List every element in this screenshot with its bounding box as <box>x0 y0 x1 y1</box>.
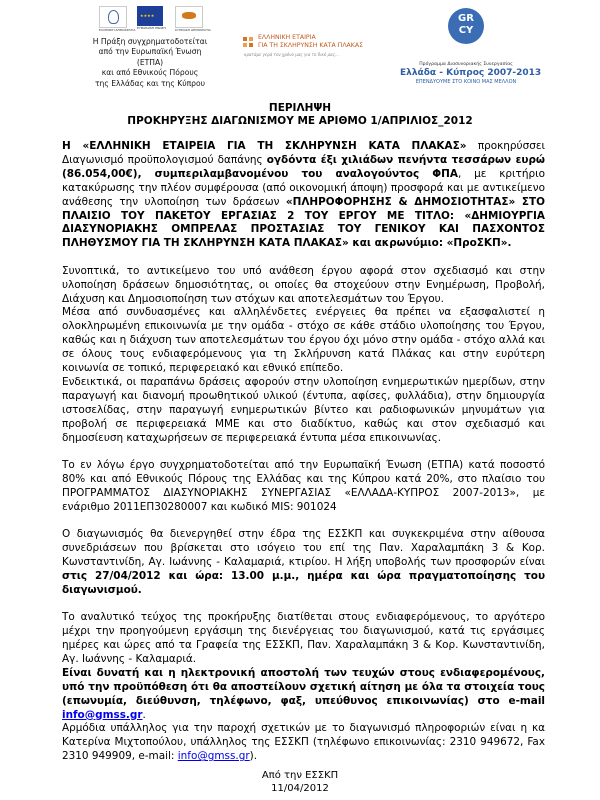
budget-amount: ογδόντα έξι χιλιάδων πενήντα τεσσάρων ευρώ (86.054,00€), συμπεριλαμβανομένου του αναλογούντος ΦΠΑ <box>62 153 545 180</box>
flag-caption: ΕΥΡΩΠΑΪΚΗ ΕΝΩΣΗ <box>137 26 166 30</box>
project-title: «ΠΛΗΡΟΦΟΡΗΣΗΣ & ΔΗΜΟΣΙΟΤΗΤΑΣ» ΣΤΟ ΠΛΑΙΣΙΟ ΤΟΥ ΠΑΚΕΤΟΥ ΕΡΓΑΣΙΑΣ 2 ΤΟΥ ΕΡΓΟΥ ΜΕ ΤΙΤΛΟ: «ΔΗΜΙΟΥΡΓΙΑ ΔΙΑΣΥΝΟΡΙΑΚΗΣ ΟΜΠΡΕΛΑΣ ΠΡΟΣΤΑΣΙΑΣ ΤΟΥ ΓΕΝΙΚΟΥ ΚΑΙ ΠΑΣΧΟΝΤΟΣ ΠΛΗΘΥΣΜΟΥ ΓΙΑ ΤΗ ΣΚΛΗΡΥΝΣΗ ΚΑΤΑ ΠΛΑΚΑΣ» και ακρωνύμιο: «ΠροΣΚΠ». <box>62 195 546 250</box>
email-link[interactable]: info@gmss.gr <box>177 750 250 763</box>
society-name-line: ΕΛΛΗΝΙΚΗ ΕΤΑΙΡΙΑ <box>258 34 316 41</box>
flag-row <box>90 6 210 32</box>
document-body <box>62 140 545 778</box>
society-name-bold: Η «ΕΛΛΗΝΙΚΗ ΕΤΑΙΡΕΙΑ ΓΙΑ ΤΗ ΣΚΛΗΡΥΝΣΗ ΚΑΤΑ ΠΛΑΚΑΣ» <box>62 140 467 152</box>
hellenic-ms-society-logo <box>242 32 367 66</box>
program-name: Ελλάδα - Κύπρος 2007-2013 <box>400 68 542 78</box>
flag-caption: ΕΛΛΗΝΙΚΗ ΔΗΜΟΚΡΑΤΙΑ <box>99 28 136 32</box>
signature-line: Από την ΕΣΣΚΠ <box>261 770 339 781</box>
paragraph-venue <box>62 528 545 598</box>
cofunding-line: της Ελλάδας και της Κύπρου <box>94 78 206 88</box>
paragraph-announcement <box>62 140 545 251</box>
document-signature <box>0 770 600 795</box>
text-span: Ο διαγωνισμός θα διενεργηθεί στην έδρα της ΕΣΣΚΠ και συγκεκριμένα στην αίθουσα συνεδριάσεων που βρίσκεται στο ισόγειο του επί της Παν. Χαραλαμπάκη 3 & Κορ. Κωνσταντινίδη, Αγ. Ιωάννης - Καλαμαριά, κτιρίου. Η λήξη υποβολής των προσφορών είναι <box>62 528 545 568</box>
program-logo <box>400 8 542 108</box>
cofunding-line: Η Πράξη συγχρηματοδοτείται <box>92 37 208 46</box>
program-mark-top: GR <box>458 13 474 24</box>
deadline: στις 27/04/2012 και ώρα: 13.00 μ.μ., ημέρα και ώρα πραγματοποίησης του διαγωνισμού. <box>62 569 545 596</box>
paragraph-electronic <box>62 667 545 723</box>
cofunding-line: και από Εθνικούς Πόρους <box>101 68 199 78</box>
program-subtitle: Πρόγραμμα Διασυνοριακής Συνεργασίας <box>419 62 513 67</box>
document-header <box>0 0 600 112</box>
program-slogan: ΕΠΕΝΔΥΟΥΜΕ ΣΤΟ ΚΟΙΝΟ ΜΑΣ ΜΕΛΛΟΝ <box>415 79 517 85</box>
email-link[interactable]: info@gmss.gr <box>62 708 143 721</box>
text-span: ). <box>249 750 258 763</box>
electronic-request-text: Είναι δυνατή και η ηλεκτρονική αποστολή των τευχών στους ενδιαφερομένους, υπό την προϋπόθεση ότι θα αποστείλουν σχετική αίτηση με όλα τα στοιχεία τους (επωνυμία, διεύθυνση, τηλέφωνο, φαξ, υπεύθυνος επικοινωνίας) στο e-mail <box>62 666 545 707</box>
cofunding-logo-group <box>90 6 210 89</box>
signature-date: 11/04/2012 <box>271 782 329 794</box>
paragraph-funding: Το εν λόγω έργο συγχρηματοδοτείται από την Ευρωπαϊκή Ένωση (ΕΤΠΑ) κατά ποσοστό 80% και από Εθνικούς Πόρους της Ελλάδας και της Κύπρου κατά 20%, στο πλαίσιο του ΠΡΟΓΡΑΜΜΑΤΟΣ ΔΙΑΣΥΝΟΡΙΑΚΗΣ ΣΥΝΕΡΓΑΣΙΑΣ «ΕΛΛΑΔΑ-ΚΥΠΡΟΣ 2007-2013», με ενάριθμο 2011ΕΠ30280007 και κωδικό MIS: 901024 <box>62 459 545 513</box>
greek-emblem-icon <box>99 6 127 28</box>
flag-caption: ΚΥΠΡΙΑΚΗ ΔΗΜΟΚΡΑΤΙΑ <box>175 28 211 32</box>
eu-flag-icon <box>137 6 163 26</box>
european-union-logo <box>137 6 166 32</box>
society-name-line: ΓΙΑ ΤΗ ΣΚΛΗΡΥΝΣΗ ΚΑΤΑ ΠΛΑΚΑΣ <box>258 41 363 49</box>
paragraph-actions: Ενδεικτικά, οι παραπάνω δράσεις αφορούν στην υλοποίηση ενημερωτικών ημερίδων, στην παραγωγή και διανομή προωθητικού υλικού (έντυπα, αφίσες, φυλλάδια), στην δημιουργία ιστοσελίδας, στην παραγωγή ενημερωτικών βίντεο και ραδιοφωνικών μηνυμάτων για προβολή σε περιφερειακά ΜΜΕ και στο διαδίκτυο, καθώς και στον σχεδιασμό και δημοσίευση καταχωρήσεων σε περιφερειακά έντυπα μέσα επικοινωνίας. <box>62 376 545 444</box>
title-line-2: ΠΡΟΚΗΡΥΞΗΣ ΔΙΑΓΩΝΙΣΜΟΥ ΜΕ ΑΡΙΘΜΟ 1/ΑΠΡΙΛΙΟΣ_2012 <box>127 115 473 127</box>
cyprus-republic-logo <box>175 6 211 32</box>
gr-cy-program-icon <box>448 8 484 44</box>
paragraph-contact <box>62 722 545 764</box>
society-name <box>258 34 363 49</box>
paragraph-availability: Το αναλυτικό τεύχος της προκήρυξης διατίθεται στους ενδιαφερόμενους, το αργότερο μέχρι την προηγούμενη εργάσιμη της διενέργειας του διαγωνισμού, κατά τις εργάσιμες ημέρες και ώρες από τα Γραφεία της ΕΣΣΚΠ, Παν. Χαραλαμπάκη 3 & Κορ. Κωνσταντινίδη, Αγ. Ιωάννης - Καλαμαριά. <box>62 611 545 665</box>
text-span: προκηρύσσει Διαγωνισμό προϋπολογισμού δαπάνης <box>62 140 545 166</box>
greek-republic-logo <box>99 6 136 32</box>
title-line-1: ΠΕΡΙΛΗΨΗ <box>268 102 332 114</box>
cyprus-emblem-icon <box>175 6 203 28</box>
society-motto: κρατάμε γερά τον χρόνο μας για το δικό μας... <box>244 52 339 57</box>
text-span: Αρμόδια υπάλληλος για την παροχή σχετικών με το διαγωνισμό πληροφοριών είναι η κα Κατερίνα Μιχτοπούλου, υπάλληλος της ΕΣΣΚΠ (τηλέφωνο επικοινωνίας: 2310 949672, Fax 2310 949909, e-mail: <box>62 722 545 763</box>
paragraph-communication: Μέσα από συνδυασμένες και αλληλένδετες ενέργειες θα πρέπει να εξασφαλιστεί η ολοκληρωμένη επικοινωνία με την ομάδα - στόχο σε κάθε στάδιο υλοποίησης του Έργου, καθώς και η διάχυση των αποτελεσμάτων του έργου όχι μόνο στην ομάδα - στόχο αλλά και σε όλους τους ενδιαφερόμενους για τη Σκλήρυνση κατά Πλάκας και στην ευρύτερη κοινωνία σε τοπικό, περιφερειακό και εθνικό επίπεδο. <box>62 306 545 375</box>
society-mark-icon <box>242 36 254 48</box>
text-span: . <box>142 708 146 721</box>
cofunding-line: από την Ευρωπαϊκή Ένωση (ΕΤΠΑ) <box>98 47 202 67</box>
document-title <box>0 102 600 128</box>
paragraph-summary: Συνοπτικά, το αντικείμενο του υπό ανάθεση έργου αφορά στον σχεδιασμό και στην υλοποίηση δράσεων δημοσιότητας, οι οποίες θα στοχεύουν στην Ενημέρωση, Προβολή, Διάχυση και Δημοσιοποίηση των στόχων και αποτελεσμάτων του Έργου. <box>62 264 545 305</box>
cofunding-statement <box>90 37 210 89</box>
text-span: , με κριτήριο κατακύρωσης την πλέον συμφέρουσα (από οικονομική άποψη) προσφορά και με αντικείμενο ανάθεσης την υλοποίηση των δράσεων <box>62 167 545 208</box>
program-mark-bottom: CY <box>458 25 474 36</box>
